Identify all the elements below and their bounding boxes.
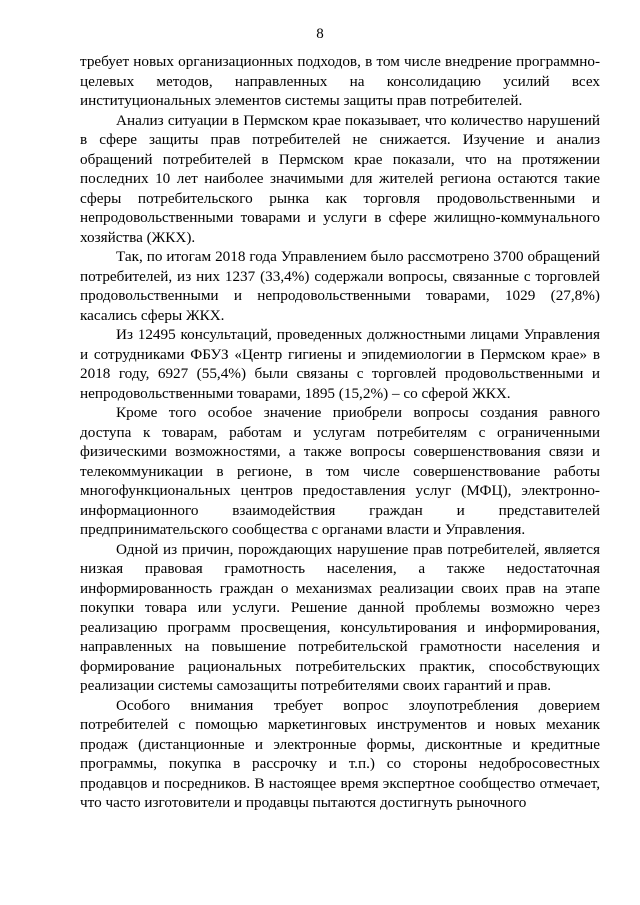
paragraph-4: Из 12495 консультаций, проведенных должностными лицами Управления и сотрудниками ФБУЗ «Центр гигиены и эпидемиологии в Пермском крае» в 2018 году, 6927 (55,4%) были связаны с торговлей продовольственными и непродовольственными товарами, 1895 (15,2%) – со сферой ЖКХ.: [80, 326, 600, 402]
paragraph-5: Кроме того особое значение приобрели вопросы создания равного доступа к товарам, работам и услугам потребителям с ограниченными физическими возможностями, а также вопросы совершенствования связи и телекоммуникации в регионе, в том числе совершенствование работы многофункциональных центров предоставления услуг (МФЦ), электронно-информационного взаимодействия граждан и представителей предпринимательского сообщества с органами власти и Управления.: [80, 404, 600, 538]
paragraph-3: Так, по итогам 2018 года Управлением было рассмотрено 3700 обращений потребителей, из них 1237 (33,4%) содержали вопросы, связанные с торговлей продовольственными и непродовольственными товарами, 1029 (27,8%) касались сферы ЖКХ.: [80, 248, 600, 324]
paragraph-7: Особого внимания требует вопрос злоупотребления доверием потребителей с помощью маркетинговых инструментов и новых механик продаж (дистанционные и электронные формы, дисконтные и кредитные программы, покупка в рассрочку и т.п.) со стороны недобросовестных продавцов и посредников. В настоящее время экспертное сообщество отмечает, что часто изготовители и продавцы пытаются достигнуть рыночного: [80, 696, 600, 811]
page-number: 8: [316, 26, 324, 42]
document-body: [80, 52, 600, 813]
paragraph-2: Анализ ситуации в Пермском крае показывает, что количество нарушений в сфере защиты прав потребителей не снижается. Изучение и анализ обращений потребителей в Пермском крае показали, что на протяжении последних 10 лет наиболее значимыми для жителей региона остаются такие сферы потребительского рынка как торговля продовольственными и непродовольственными товарами и услуги в сфере жилищно-коммунального хозяйства (ЖКХ).: [80, 111, 600, 246]
paragraph-6: Одной из причин, порождающих нарушение прав потребителей, является низкая правовая грамотность населения, а также недостаточная информированность граждан о механизмах реализации своих прав на этапе покупки товара или услуги. Решение данной проблемы возможно через реализацию программ просвещения, консультирования и информирования, направленных на повышение потребительской грамотности населения и формирование рациональных потребительских практик, способствующих реализации системы самозащиты потребителями своих гарантий и прав.: [80, 540, 600, 694]
paragraph-1: требует новых организационных подходов, в том числе внедрение программно-целевых методов, направленных на консолидацию усилий всех институциональных элементов системы защиты прав потребителей.: [80, 53, 600, 109]
